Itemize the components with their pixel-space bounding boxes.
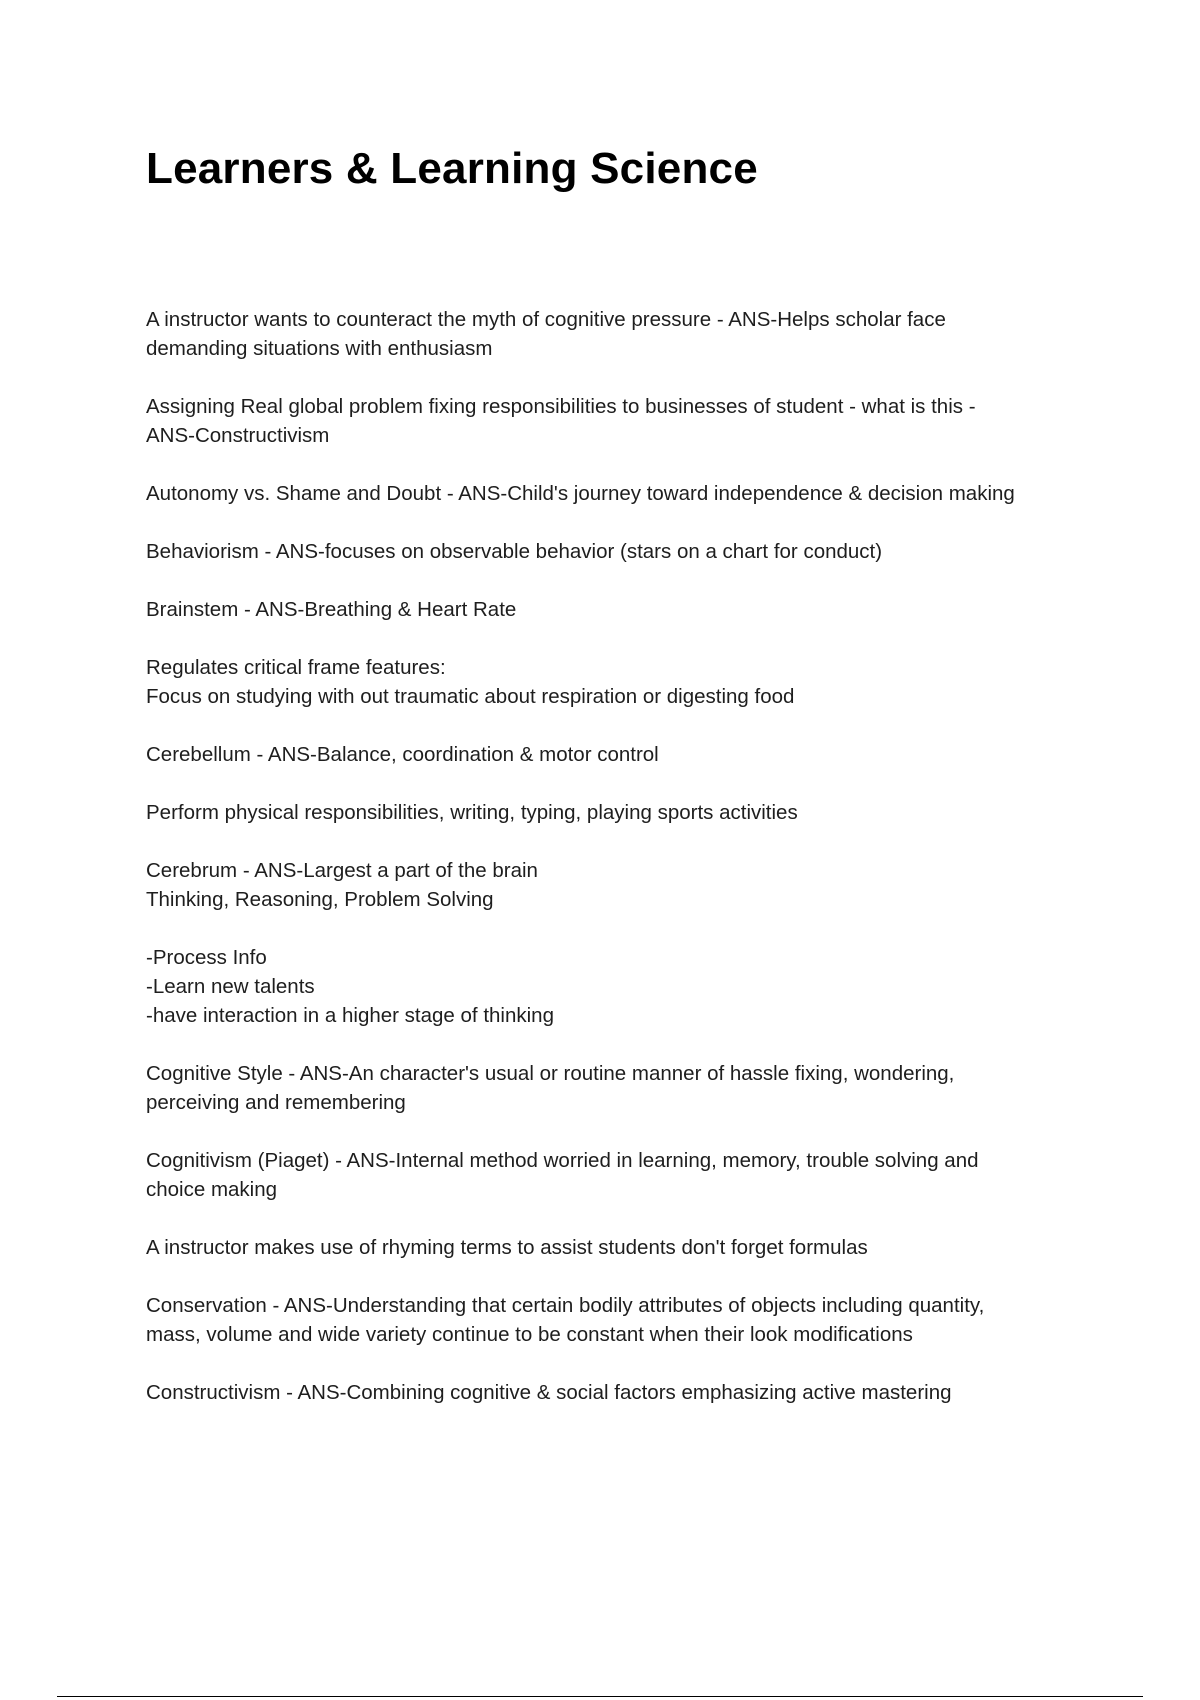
qa-entry — [146, 943, 1106, 1030]
qa-entry — [146, 392, 1106, 450]
entry-line: Cerebrum - ANS-Largest a part of the brain — [146, 859, 538, 882]
entry-line: Behaviorism - ANS-focuses on observable behavior (stars on a chart for conduct) — [146, 540, 883, 563]
qa-entry — [146, 856, 1106, 914]
entry-line: Cognitive Style - ANS-An character's usual or routine manner of hassle fixing, wondering, — [146, 1062, 955, 1085]
entry-line: Focus on studying with out traumatic about respiration or digesting food — [146, 685, 795, 708]
page-title: Learners & Learning Science — [146, 144, 758, 193]
entry-line: Conservation - ANS-Understanding that certain bodily attributes of objects including quantity, — [146, 1294, 985, 1317]
qa-entry — [146, 537, 1106, 566]
qa-entry — [146, 595, 1106, 624]
entry-line: Perform physical responsibilities, writing, typing, playing sports activities — [146, 801, 798, 824]
bottom-divider — [57, 1696, 1143, 1697]
entry-line: perceiving and remembering — [146, 1091, 406, 1114]
qa-entry — [146, 479, 1106, 508]
entry-line: Brainstem - ANS-Breathing & Heart Rate — [146, 598, 517, 621]
qa-entry — [146, 1378, 1106, 1407]
entry-line: Autonomy vs. Shame and Doubt - ANS-Child's journey toward independence & decision making — [146, 482, 1015, 505]
qa-entry — [146, 653, 1106, 711]
qa-entry — [146, 740, 1106, 769]
entry-line: mass, volume and wide variety continue to be constant when their look modifications — [146, 1323, 913, 1346]
entry-line: -Process Info — [146, 946, 267, 969]
qa-entry — [146, 1146, 1106, 1204]
entry-line: demanding situations with enthusiasm — [146, 337, 493, 360]
qa-entry — [146, 1059, 1106, 1117]
entry-line: Constructivism - ANS-Combining cognitive & social factors emphasizing active mastering — [146, 1381, 952, 1404]
qa-entry — [146, 1233, 1106, 1262]
entry-line: Thinking, Reasoning, Problem Solving — [146, 888, 494, 911]
qa-entry — [146, 798, 1106, 827]
entry-line: Cerebellum - ANS-Balance, coordination & motor control — [146, 743, 659, 766]
qa-entry — [146, 1291, 1106, 1349]
entry-line: Regulates critical frame features: — [146, 656, 446, 679]
entry-line: choice making — [146, 1178, 278, 1201]
entry-line: A instructor wants to counteract the myth of cognitive pressure - ANS-Helps scholar face — [146, 308, 946, 331]
entry-list — [146, 305, 1106, 1436]
entry-line: Assigning Real global problem fixing responsibilities to businesses of student - what is this - — [146, 395, 976, 418]
qa-entry — [146, 305, 1106, 363]
entry-line: A instructor makes use of rhyming terms to assist students don't forget formulas — [146, 1236, 868, 1259]
entry-line: -have interaction in a higher stage of thinking — [146, 1004, 554, 1027]
entry-line: -Learn new talents — [146, 975, 315, 998]
entry-line: ANS-Constructivism — [146, 424, 330, 447]
entry-line: Cognitivism (Piaget) - ANS-Internal method worried in learning, memory, trouble solving and — [146, 1149, 979, 1172]
